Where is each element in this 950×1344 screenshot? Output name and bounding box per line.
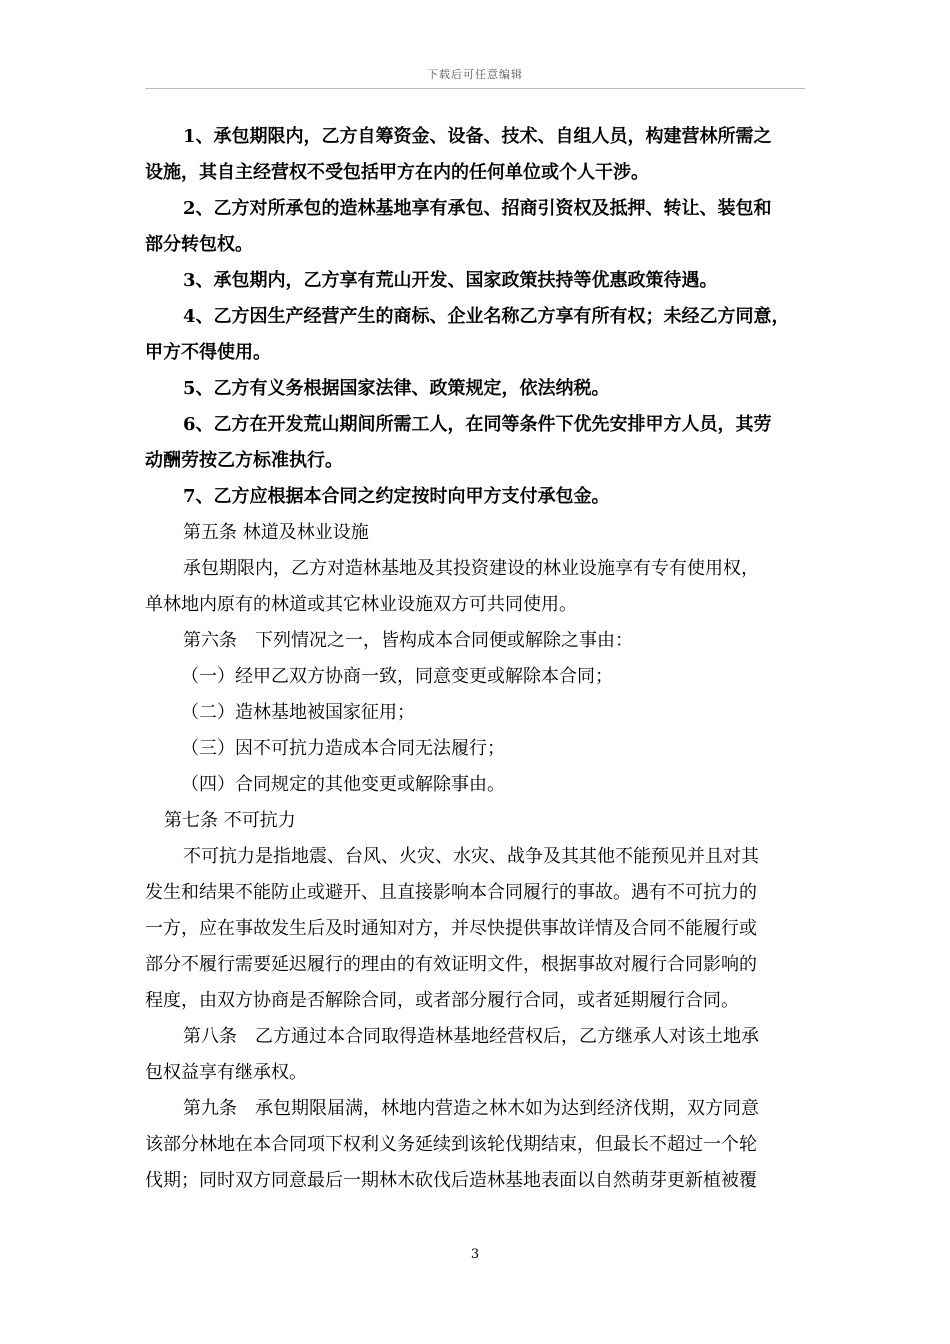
article-7-text-cont: 发生和结果不能防止或避开、且直接影响本合同履行的事故。遇有不可抗力的 [145,882,757,903]
clause-item-1: 1、承包期限内，乙方自筹资金、设备、技术、自组人员，构建营林所需之 [183,126,772,147]
clause-item-4-cont: 甲方不得使用。 [145,342,271,363]
article-5-text: 承包期限内，乙方对造林基地及其投资建设的林业设施享有专有使用权， [183,558,759,579]
header-divider [145,88,805,89]
article-6-item-1: （一）经甲乙双方协商一致，同意变更或解除本合同； [181,666,613,687]
article-8-text-cont: 包权益享有继承权。 [145,1062,307,1083]
article-6-item-2: （二）造林基地被国家征用； [181,702,415,723]
clause-item-1-cont: 设施，其自主经营权不受包括甲方在内的任何单位或个人干涉。 [145,162,649,183]
clause-item-2-cont: 部分转包权。 [145,234,253,255]
clause-item-6-cont: 动酬劳按乙方标准执行。 [145,450,343,471]
article-8-text: 第八条 乙方通过本合同取得造林基地经营权后，乙方继承人对该土地承 [183,1026,759,1047]
article-6-item-3: （三）因不可抗力造成本合同无法履行； [181,738,505,759]
document-body [145,119,810,1199]
page-header: 下载后可任意编辑 [427,68,523,81]
clause-item-3: 3、承包期内，乙方享有荒山开发、国家政策扶持等优惠政策待遇。 [183,270,718,291]
article-9-text-cont: 伐期；同时双方同意最后一期林木砍伐后造林基地表面以自然萌芽更新植被覆 [145,1170,757,1191]
article-5-title: 第五条 林道及林业设施 [183,522,369,543]
page-number: 3 [470,1247,480,1262]
clause-item-5: 5、乙方有义务根据国家法律、政策规定，依法纳税。 [183,378,610,399]
clause-item-2: 2、乙方对所承包的造林基地享有承包、招商引资权及抵押、转让、装包和 [183,198,772,219]
article-7-text: 不可抗力是指地震、台风、火灾、水灾、战争及其其他不能预见并且对其 [183,846,759,867]
article-7-title: 第七条 不可抗力 [164,810,296,831]
article-6-item-4: （四）合同规定的其他变更或解除事由。 [181,774,505,795]
article-7-text-cont: 部分不履行需要延迟履行的理由的有效证明文件，根据事故对履行合同影响的 [145,954,757,975]
article-9-text: 第九条 承包期限届满，林地内营造之林木如为达到经济伐期，双方同意 [183,1098,759,1119]
article-6-title: 第六条 下列情况之一，皆构成本合同便或解除之事由： [183,630,633,651]
clause-item-7: 7、乙方应根据本合同之约定按时向甲方支付承包金。 [183,486,610,507]
article-7-text-cont: 程度，由双方协商是否解除合同，或者部分履行合同，或者延期履行合同。 [145,990,739,1011]
article-9-text-cont: 该部分林地在本合同项下权利义务延续到该轮伐期结束，但最长不超过一个轮 [145,1134,757,1155]
clause-item-4: 4、乙方因生产经营产生的商标、企业名称乙方享有所有权；未经乙方同意， [183,306,790,327]
clause-item-6: 6、乙方在开发荒山期间所需工人，在同等条件下优先安排甲方人员，其劳 [183,414,772,435]
article-5-text-cont: 单林地内原有的林道或其它林业设施双方可共同使用。 [145,594,577,615]
article-7-text-cont: 一方，应在事故发生后及时通知对方，并尽快提供事故详情及合同不能履行或 [145,918,757,939]
